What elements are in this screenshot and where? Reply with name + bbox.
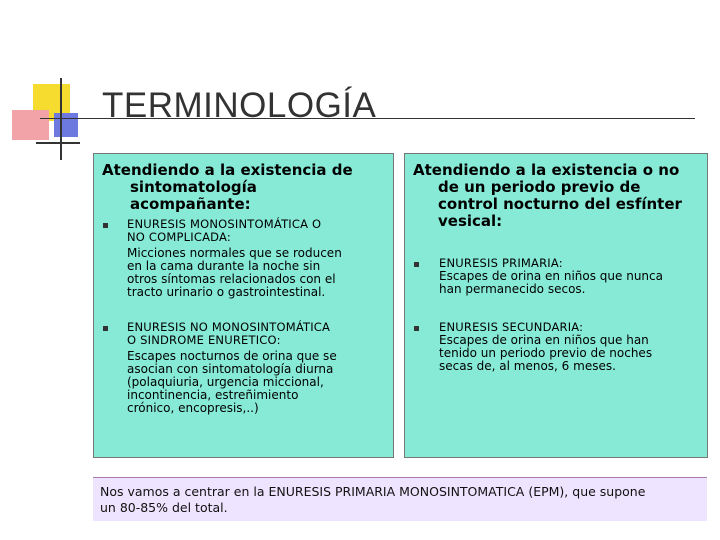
right-title-line: control nocturno del esfínter xyxy=(438,195,682,213)
left-title-line: Atendiendo a la existencia de xyxy=(102,161,353,179)
footer-highlight: ENURESIS PRIMARIA MONOSINTOMATICA (EPM), xyxy=(268,484,569,499)
bullet-icon xyxy=(103,223,108,228)
bullet-icon xyxy=(414,262,419,267)
item-heading: NO COMPLICADA: xyxy=(127,230,231,244)
item-description: incontinencia, estreñimiento xyxy=(127,388,299,402)
left-title-line: sintomatología xyxy=(130,178,257,196)
item-description: crónico, encopresis,..) xyxy=(127,401,259,415)
left-panel-title xyxy=(102,162,387,213)
item-description: tenido un periodo previo de noches xyxy=(439,346,653,360)
item-heading: ENURESIS SECUNDARIA: xyxy=(439,320,584,334)
item-description: Escapes de orina en niños que nunca xyxy=(439,269,663,283)
item-heading: ENURESIS MONOSINTOMÁTICA O xyxy=(127,217,322,231)
right-title-line: de un periodo previo de xyxy=(438,178,641,196)
item-description: han permanecido secos. xyxy=(439,282,586,296)
footer-text: un 80-85% del total. xyxy=(100,500,228,515)
item-description: tracto urinario o gastrointestinal. xyxy=(127,285,326,299)
item-heading: ENURESIS NO MONOSINTOMÁTICA xyxy=(127,320,331,334)
item-description: asocian con sintomatología diurna xyxy=(127,362,334,376)
footer-text: que supone xyxy=(568,484,646,499)
left-panel xyxy=(93,153,394,458)
decorative-pink-square xyxy=(12,110,49,140)
bullet-icon xyxy=(103,326,108,331)
item-description: Micciones normales que se roducen xyxy=(127,246,342,260)
item-heading: O SINDROME ENURETICO: xyxy=(127,333,281,347)
decorative-blue-square xyxy=(54,113,78,137)
left-title-line: acompañante: xyxy=(130,195,251,213)
right-title-line: vesical: xyxy=(438,212,503,230)
item-description: secas de, al menos, 6 meses. xyxy=(439,359,616,373)
item-description: otros síntomas relacionados con el xyxy=(127,272,336,286)
decorative-short-line xyxy=(36,142,80,144)
right-panel-title xyxy=(413,162,698,230)
item-description: Escapes de orina en niños que han xyxy=(439,333,649,347)
bullet-icon xyxy=(414,326,419,331)
item-description: (polaquiuria, urgencia miccional, xyxy=(127,375,324,389)
footer-text: Nos vamos a centrar en la xyxy=(100,484,269,499)
page-title: TERMINOLOGÍA xyxy=(102,86,377,125)
right-title-line: Atendiendo a la existencia o no xyxy=(413,161,680,179)
item-description: Escapes nocturnos de orina que se xyxy=(127,349,337,363)
item-description: en la cama durante la noche sin xyxy=(127,259,321,273)
item-heading: ENURESIS PRIMARIA: xyxy=(439,256,563,270)
footer-note xyxy=(93,477,707,521)
decorative-vertical-line xyxy=(60,78,62,160)
right-panel xyxy=(404,153,708,458)
